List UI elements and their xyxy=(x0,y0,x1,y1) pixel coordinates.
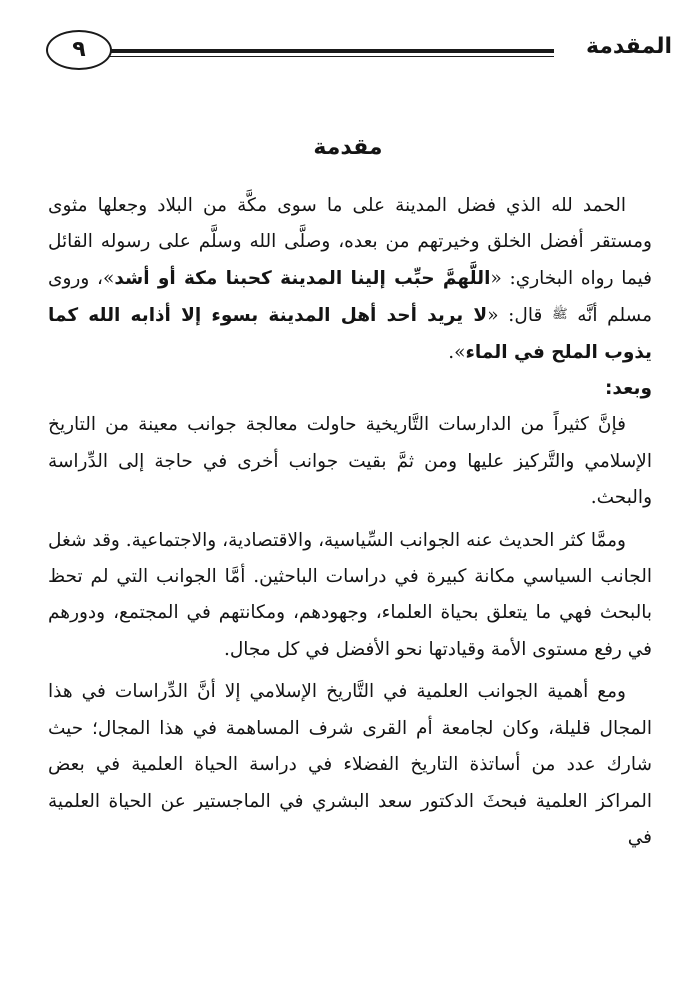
paragraph-intro-text-1: الحمد لله الذي فضل المدينة على ما سوى مكَّة من البلاد وجعلها مثوى ومستقر أفضل الخلق وخيرتهم من بعده، وصلَّى الله وسلَّم على رسوله القائل فيما رواه البخاري: « xyxy=(48,195,653,289)
chapter-title: مقدمة xyxy=(313,135,383,160)
page-number: ٩ xyxy=(72,37,86,62)
paragraph-intro-text-4: ». xyxy=(448,341,466,363)
paragraph-aspects: وممَّا كثر الحديث عنه الجوانب السِّياسية، والاقتصادية، والاجتماعية. وقد شغل الجانب السياسي مكانة كبيرة في دراسات الباحثين. أمَّا الجوانب التي لم تحظ بالبحث فهي ما يتعلق بحياة العلماء، وجهودهم، ومكانتهم في المجتمع، ودورهم في رفع مستوى الأمة وقيادتها نحو الأفضل في كل مجال. xyxy=(48,529,652,660)
body-text xyxy=(48,188,652,856)
salawat-ligature: ﷺ xyxy=(551,307,568,323)
paragraph-studies: فإنَّ كثيراً من الدارسات التَّاريخية حاولت معالجة جوانب معينة من التاريخ الإسلامي والتَّركيز عليها ومن ثمَّ بقيت جوانب أخرى في حاجة إلى الدِّراسة والبحث. xyxy=(48,414,652,509)
running-header xyxy=(36,30,672,74)
paragraph-wa-bad: وبعد: xyxy=(605,378,652,400)
hadith-quote-muslim: لا يريد أحد أهل المدينة بسوء إلا أذابه الله كما يذوب الملح في الماء xyxy=(48,305,652,363)
header-rule-thick xyxy=(110,49,554,53)
paragraph-intro xyxy=(48,188,652,371)
paragraph-intro-text-2: »، وروى مسلم أنَّه xyxy=(48,267,652,327)
running-title: المقدمة xyxy=(585,34,672,59)
hadith-quote-bukhari: اللَّهمَّ حبِّب إلينا المدينة كحبنا مكة أو أشد xyxy=(114,267,491,289)
header-rule-thin xyxy=(110,56,554,57)
page-number-oval xyxy=(46,30,112,70)
paragraph-intro-text-3: قال: « xyxy=(487,305,552,327)
paragraph-importance: ومع أهمية الجوانب العلمية في التَّاريخ الإسلامي إلا أنَّ الدِّراسات في هذا المجال قليلة، وكان لجامعة أم القرى شرف المساهمة في هذا المجال؛ حيث شارك عدد من أساتذة التاريخ الفضلاء في دراسة الحياة العلمية في بعض المراكز العلمية فبحثَ الدكتور سعد البشري في الماجستير عن الحياة العلمية في xyxy=(48,681,652,848)
